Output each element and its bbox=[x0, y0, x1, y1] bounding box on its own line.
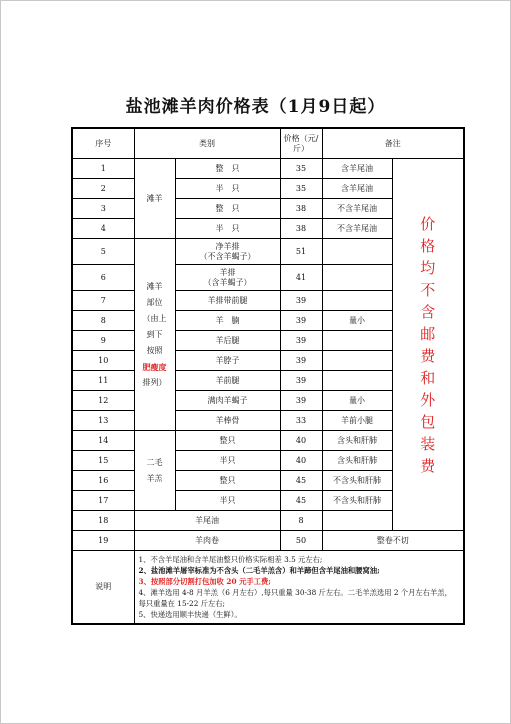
header-row bbox=[72, 128, 464, 159]
seq-cell: 14 bbox=[72, 431, 134, 451]
notice-char: 费 bbox=[420, 456, 436, 475]
item-cell: 半只 bbox=[175, 491, 280, 511]
remark-cell bbox=[322, 331, 392, 351]
note-item: 4、滩羊选用 4-8 月羊羔（6 月左右）,每只重量 30-38 斤左右。二毛羊羔选用 2 个月左右羊羔，每只重量在 15-22 斤左右; bbox=[138, 588, 452, 608]
price-cell: 38 bbox=[280, 219, 322, 239]
price-cell: 38 bbox=[280, 199, 322, 219]
notes-label: 说明 bbox=[72, 551, 134, 625]
item-cell: 羊棒骨 bbox=[175, 411, 280, 431]
seq-cell: 1 bbox=[72, 159, 134, 179]
remark-cell bbox=[322, 265, 392, 291]
notes-cell bbox=[134, 551, 464, 625]
remark-cell: 不含羊尾油 bbox=[322, 219, 392, 239]
price-cell: 35 bbox=[280, 159, 322, 179]
page-title: 盐池滩羊肉价格表（1月9日起） bbox=[125, 97, 386, 117]
note-item: 2、盐池滩羊屠宰标准为不含头（二毛羊羔含）和羊蹄但含羊尾油和腰窝油; bbox=[138, 566, 380, 575]
item-cell: 羊脖子 bbox=[175, 351, 280, 371]
note-item: 5、快递选用顺丰快递（生鲜）。 bbox=[138, 610, 242, 619]
remark-cell: 不含头和肝肺 bbox=[322, 491, 392, 511]
price-cell: 41 bbox=[280, 265, 322, 291]
item-cell bbox=[175, 239, 280, 265]
notice-char: 和 bbox=[420, 368, 436, 387]
header-price bbox=[280, 128, 322, 159]
remark-cell: 不含羊尾油 bbox=[322, 199, 392, 219]
group-parts-line: （由上 bbox=[142, 313, 167, 323]
item-cell: 整 只 bbox=[175, 159, 280, 179]
group-ermao bbox=[134, 431, 175, 511]
price-cell: 40 bbox=[280, 451, 322, 471]
item-cell: 半 只 bbox=[175, 179, 280, 199]
seq-cell: 8 bbox=[72, 311, 134, 331]
group-parts-highlight: 肥瘦度 bbox=[142, 361, 167, 372]
item-cell: 羊肉卷 bbox=[134, 531, 280, 551]
seq-cell: 16 bbox=[72, 471, 134, 491]
notice-char: 邮 bbox=[420, 324, 436, 343]
notice-char: 装 bbox=[420, 434, 436, 453]
seq-cell: 4 bbox=[72, 219, 134, 239]
table-row bbox=[72, 159, 464, 179]
price-cell: 39 bbox=[280, 351, 322, 371]
remark-cell: 含羊尾油 bbox=[322, 179, 392, 199]
seq-cell: 10 bbox=[72, 351, 134, 371]
group-ermao-line: 二毛 bbox=[146, 457, 163, 467]
remark-cell: 含头和肝肺 bbox=[322, 451, 392, 471]
notice-char: 均 bbox=[420, 258, 436, 277]
notice-char: 格 bbox=[420, 236, 436, 255]
group-parts-line: 部位 bbox=[146, 297, 163, 307]
seq-cell: 18 bbox=[72, 511, 134, 531]
notice-char: 不 bbox=[420, 280, 436, 299]
remark-cell: 整卷不切 bbox=[322, 531, 464, 551]
price-cell: 39 bbox=[280, 331, 322, 351]
item-cell: 羊后腿 bbox=[175, 331, 280, 351]
seq-cell: 13 bbox=[72, 411, 134, 431]
seq-cell: 3 bbox=[72, 199, 134, 219]
notice-char: 包 bbox=[420, 412, 436, 431]
price-cell: 39 bbox=[280, 371, 322, 391]
group-parts bbox=[134, 239, 175, 431]
item-line: （不含羊蝎子） bbox=[199, 251, 256, 261]
group-tan-yang: 滩羊 bbox=[134, 159, 175, 239]
group-parts-line: 排列） bbox=[142, 377, 167, 387]
item-line: （含羊蝎子） bbox=[203, 277, 252, 287]
note-item: 3、按照部分切割打包加收 20 元手工费; bbox=[138, 577, 271, 586]
notice-char: 含 bbox=[420, 302, 436, 321]
price-cell: 8 bbox=[280, 511, 322, 531]
price-notice bbox=[392, 159, 464, 531]
price-cell: 33 bbox=[280, 411, 322, 431]
item-cell: 羊 腩 bbox=[175, 311, 280, 331]
price-cell: 50 bbox=[280, 531, 322, 551]
remark-cell bbox=[322, 371, 392, 391]
seq-cell: 12 bbox=[72, 391, 134, 411]
price-cell: 39 bbox=[280, 311, 322, 331]
notice-char: 费 bbox=[420, 346, 436, 365]
item-cell: 羊排带前腿 bbox=[175, 291, 280, 311]
seq-cell: 17 bbox=[72, 491, 134, 511]
price-cell: 35 bbox=[280, 179, 322, 199]
group-parts-line: 滩羊 bbox=[146, 281, 163, 291]
seq-cell: 19 bbox=[72, 531, 134, 551]
remark-cell: 量小 bbox=[322, 391, 392, 411]
remark-cell bbox=[322, 511, 392, 531]
item-line: 羊排 bbox=[219, 267, 236, 277]
item-cell: 羊尾油 bbox=[134, 511, 280, 531]
item-cell: 半 只 bbox=[175, 219, 280, 239]
item-cell: 整 只 bbox=[175, 199, 280, 219]
remark-cell: 量小 bbox=[322, 311, 392, 331]
item-cell: 整只 bbox=[175, 471, 280, 491]
item-cell: 整只 bbox=[175, 431, 280, 451]
seq-cell: 5 bbox=[72, 239, 134, 265]
remark-cell bbox=[322, 239, 392, 265]
remark-cell: 不含头和肝肺 bbox=[322, 471, 392, 491]
item-cell: 羊前腿 bbox=[175, 371, 280, 391]
price-cell: 45 bbox=[280, 471, 322, 491]
notes-row bbox=[72, 551, 464, 625]
header-seq: 序号 bbox=[72, 128, 134, 159]
price-table bbox=[71, 127, 465, 625]
header-price-label: 价格（元/斤） bbox=[283, 133, 319, 153]
item-cell: 满肉羊蝎子 bbox=[175, 391, 280, 411]
price-cell: 39 bbox=[280, 391, 322, 411]
seq-cell: 9 bbox=[72, 331, 134, 351]
price-cell: 39 bbox=[280, 291, 322, 311]
group-ermao-line: 羊羔 bbox=[146, 473, 163, 483]
remark-cell: 含羊尾油 bbox=[322, 159, 392, 179]
table-row bbox=[72, 531, 464, 551]
price-cell: 40 bbox=[280, 431, 322, 451]
group-parts-line: 到下 bbox=[146, 329, 163, 339]
price-cell: 51 bbox=[280, 239, 322, 265]
remark-cell bbox=[322, 291, 392, 311]
price-cell: 45 bbox=[280, 491, 322, 511]
seq-cell: 2 bbox=[72, 179, 134, 199]
group-parts-line: 按照 bbox=[146, 345, 163, 355]
header-category: 类别 bbox=[134, 128, 280, 159]
remark-cell: 羊前小腿 bbox=[322, 411, 392, 431]
seq-cell: 7 bbox=[72, 291, 134, 311]
notice-char: 外 bbox=[420, 390, 436, 409]
remark-cell bbox=[322, 351, 392, 371]
remark-cell: 含头和肝肺 bbox=[322, 431, 392, 451]
item-line: 净羊排 bbox=[215, 241, 240, 251]
note-item: 1、不含羊尾油和含羊尾油整只价格实际相差 3.5 元左右; bbox=[138, 555, 323, 564]
header-remark: 备注 bbox=[322, 128, 464, 159]
seq-cell: 11 bbox=[72, 371, 134, 391]
notice-char: 价 bbox=[420, 214, 436, 233]
seq-cell: 15 bbox=[72, 451, 134, 471]
seq-cell: 6 bbox=[72, 265, 134, 291]
item-cell: 半只 bbox=[175, 451, 280, 471]
item-cell bbox=[175, 265, 280, 291]
